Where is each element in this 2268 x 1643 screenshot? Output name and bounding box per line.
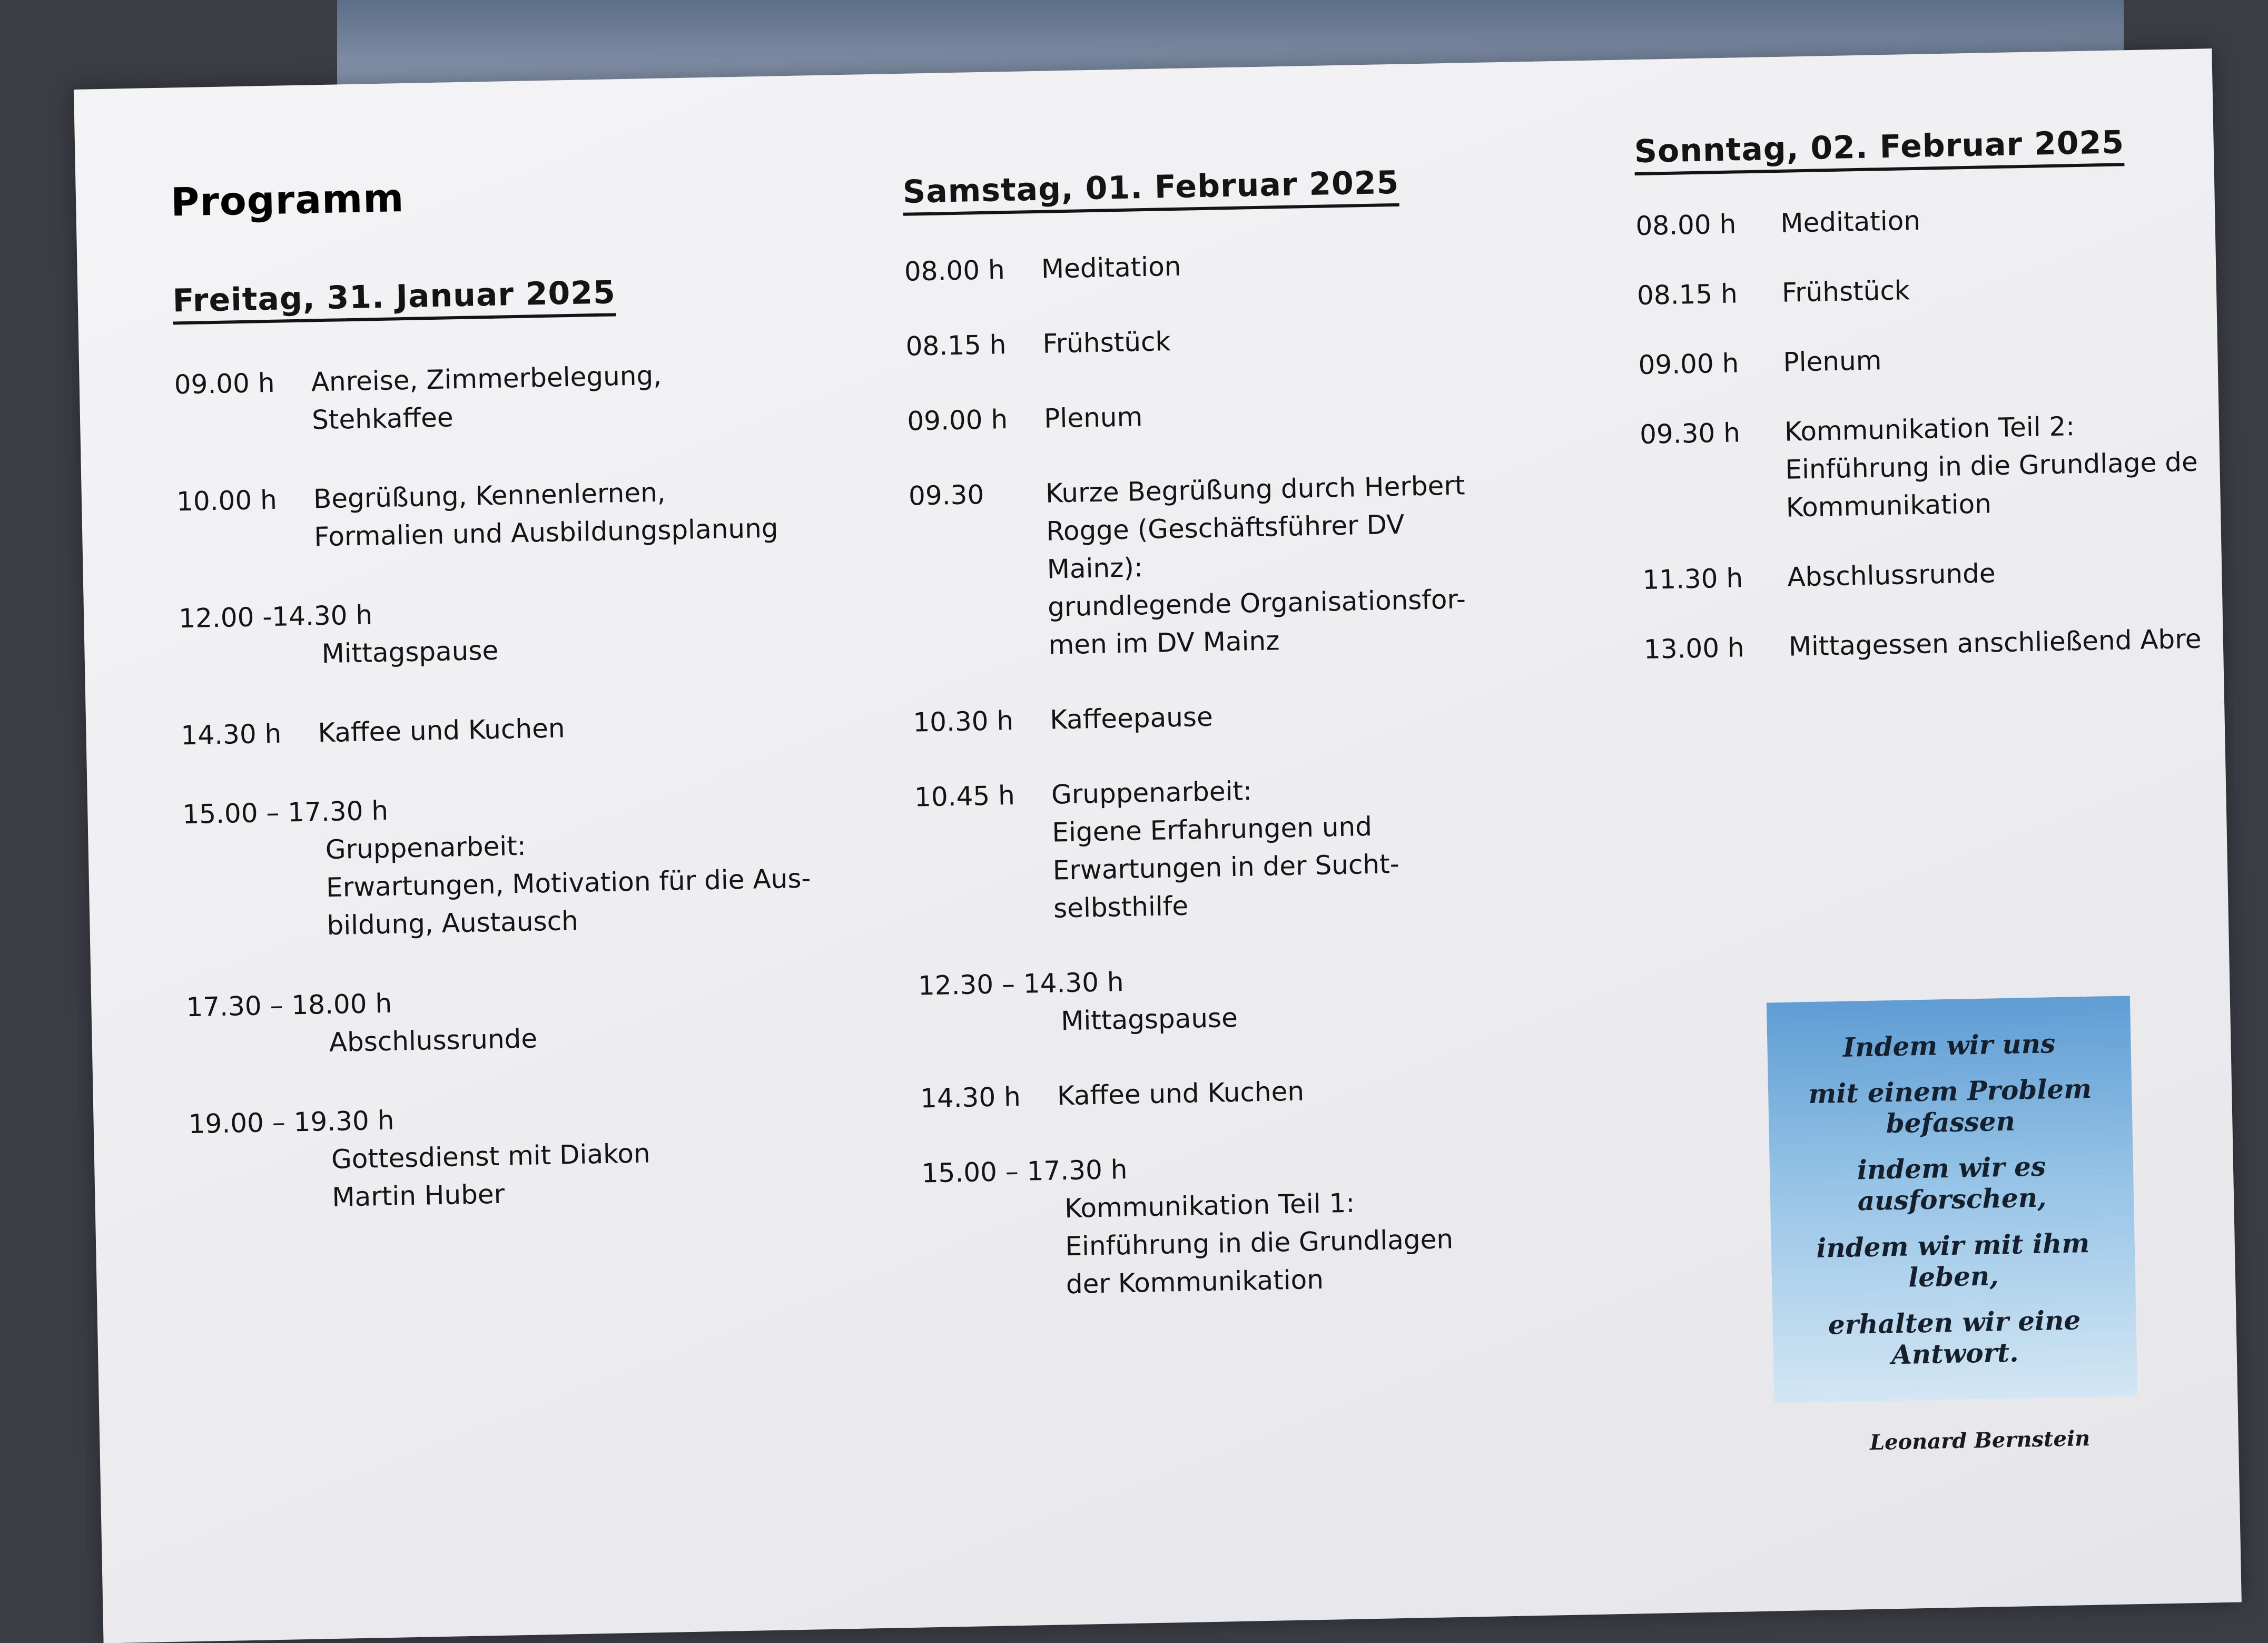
schedule-entry — [1642, 549, 2249, 599]
entry-description: Gruppenarbeit: Eigene Erfahrungen und Erwartungen in der Sucht- selbsthilfe — [1051, 775, 1400, 924]
entry-time: 09.00 h — [906, 404, 1008, 437]
entry-time: 08.00 h — [904, 254, 1005, 287]
entry-description: Meditation — [1041, 251, 1181, 284]
schedule-entry — [921, 1141, 1619, 1306]
schedule-entry — [904, 239, 1600, 290]
entry-time: 08.15 h — [1636, 278, 1738, 311]
entry-time: 12.30 – 14.30 h — [918, 967, 1125, 1001]
entry-description: Kommunikation Teil 1: Einführung in die Grundlagen der Kommunikation — [1064, 1187, 1454, 1300]
entry-time: 10.30 h — [912, 705, 1014, 738]
schedule-entry — [1635, 195, 2242, 245]
entry-description: Kaffee und Kuchen — [1057, 1076, 1305, 1111]
entry-time: 17.30 – 18.00 h — [185, 988, 392, 1023]
schedule-entry — [174, 352, 886, 442]
day-column-saturday — [902, 160, 1619, 1306]
entry-description: Plenum — [1043, 401, 1143, 434]
entry-description: Gottesdienst mit Diakon Martin Huber — [331, 1138, 651, 1213]
schedule-entry — [914, 765, 1612, 930]
day-column-friday — [172, 269, 901, 1219]
schedule-entry — [918, 953, 1614, 1042]
day-column-sunday — [1634, 122, 2250, 668]
entry-time: 14.30 h — [920, 1081, 1021, 1114]
quote-box — [1767, 996, 2137, 1403]
schedule-entry — [920, 1066, 1615, 1117]
entry-description: Meditation — [1780, 205, 1921, 239]
entry-time: 19.00 – 19.30 h — [188, 1105, 395, 1140]
entry-time: 12.00 -14.30 h — [178, 599, 373, 634]
entry-description: Frühstück — [1042, 326, 1171, 359]
entry-time: 15.00 – 17.30 h — [182, 795, 389, 830]
entry-description: Frühstück — [1781, 275, 1910, 308]
schedule-entry — [905, 314, 1601, 365]
entry-description: Kurze Begrüßung durch Herbert Rogge (Geschäftsführer DV Mainz): grundlegende Organisationsfor- men im DV Mainz — [1045, 470, 1466, 661]
schedule-entry — [179, 586, 891, 675]
entry-time: 08.00 h — [1635, 209, 1737, 242]
entry-time: 13.00 h — [1643, 632, 1745, 665]
schedule-entry — [188, 1091, 901, 1219]
schedule-entry — [1643, 619, 2250, 668]
entry-description: Mittagessen anschließend Abre — [1788, 623, 2202, 662]
entry-description: Abschlussrunde — [1787, 558, 1996, 593]
document-title: Programm — [170, 175, 405, 225]
entry-description: Mittagspause — [1060, 1002, 1238, 1037]
schedule-entry — [1639, 404, 2247, 529]
schedule-entry — [1636, 265, 2243, 314]
entry-time: 09.00 h — [174, 367, 275, 400]
entry-description: Kommunikation Teil 2: Einführung in die Grundlage de Kommunikation — [1784, 411, 2198, 523]
entry-time: 08.15 h — [905, 329, 1007, 362]
day-heading: Samstag, 01. Februar 2025 — [902, 164, 1399, 216]
schedule-entry — [176, 469, 889, 558]
schedule-entry — [913, 690, 1609, 741]
program-sheet — [74, 48, 2242, 1643]
schedule-entry — [181, 703, 892, 754]
entry-description: Kaffee und Kuchen — [317, 713, 566, 749]
quote-line: erhalten wir eine Antwort. — [1828, 1304, 2081, 1370]
schedule-entry — [908, 464, 1607, 666]
schedule-entry — [186, 975, 899, 1064]
entry-description: Gruppenarbeit: Erwartungen, Motivation für die Aus- bildung, Austausch — [325, 830, 811, 941]
quote-line: Indem wir uns — [1842, 1028, 2056, 1064]
day-heading: Freitag, 31. Januar 2025 — [172, 274, 616, 324]
quote-line: indem wir es ausforschen, — [1857, 1150, 2047, 1217]
entry-time: 10.00 h — [176, 484, 278, 517]
quote-line: mit einem Problem befassen — [1808, 1073, 2092, 1139]
entry-time: 10.45 h — [914, 780, 1015, 813]
entry-time: 09.30 h — [1639, 417, 1741, 450]
day-heading: Sonntag, 02. Februar 2025 — [1634, 124, 2125, 175]
entry-description: Kaffeepause — [1049, 701, 1214, 735]
schedule-entry — [1638, 334, 2244, 384]
entry-time: 09.30 — [908, 479, 984, 511]
schedule-entry — [907, 389, 1603, 440]
entry-description: Abschlussrunde — [329, 1023, 538, 1058]
entry-description: Mittagspause — [321, 635, 499, 670]
entry-time: 15.00 – 17.30 h — [921, 1154, 1128, 1189]
quote-author: Leonard Bernstein — [1869, 1425, 2090, 1455]
entry-time: 11.30 h — [1642, 563, 1743, 595]
quote-line: indem wir mit ihm leben, — [1816, 1227, 2090, 1293]
entry-description: Begrüßung, Kennenlernen, Formalien und Ausbildungsplanung — [313, 477, 778, 553]
entry-time: 14.30 h — [181, 718, 282, 751]
entry-description: Anreise, Zimmerbelegung, Stehkaffee — [311, 360, 662, 436]
entry-time: 09.00 h — [1638, 348, 1739, 381]
schedule-entry — [182, 782, 896, 947]
entry-description: Plenum — [1782, 345, 1882, 378]
